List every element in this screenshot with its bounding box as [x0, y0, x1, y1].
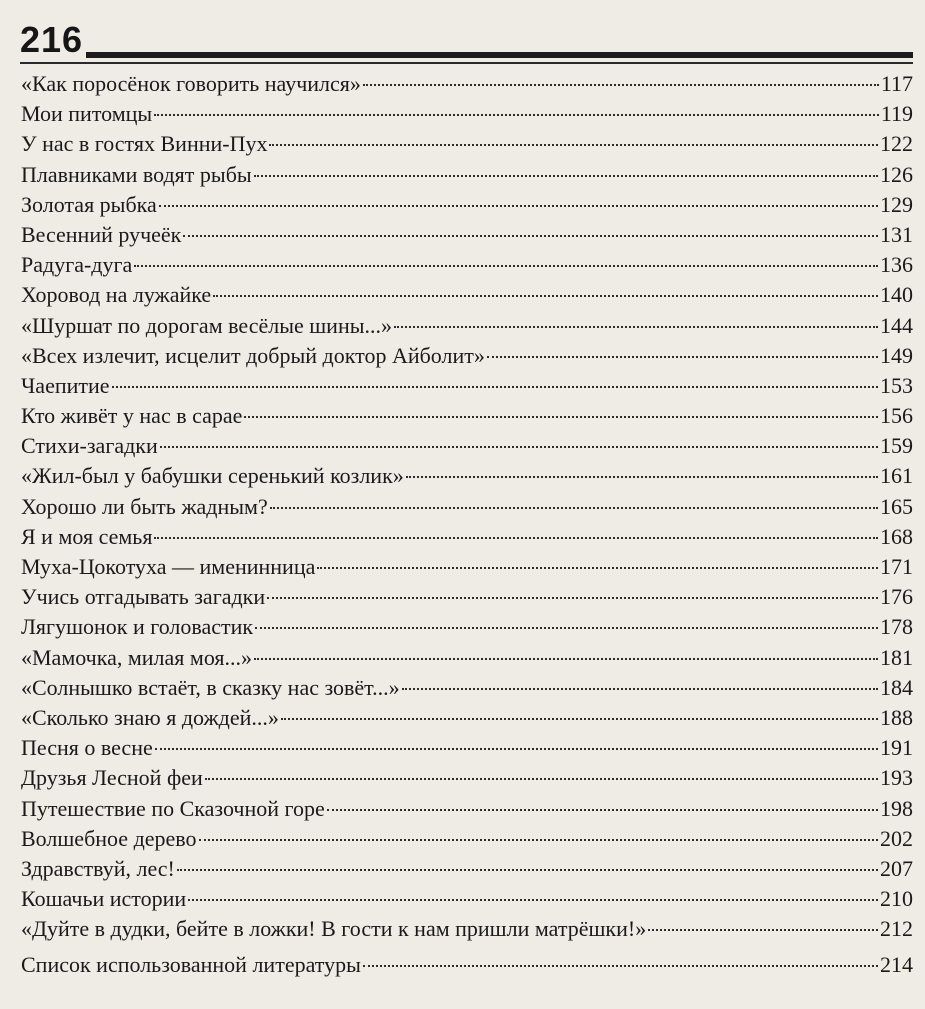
toc-entry-page: 176: [880, 584, 913, 610]
toc-entry-title: «Сколько знаю я дождей...»: [21, 704, 279, 730]
toc-entry-page: 171: [880, 554, 913, 579]
dot-leader: [363, 943, 878, 967]
dot-leader: [159, 183, 878, 207]
toc-entry-title: «Как поросёнок говорить научился»: [21, 71, 361, 96]
dot-leader: [281, 696, 878, 720]
toc-entry-title: «Шуршат по дорогам весёлые шины...»: [21, 312, 393, 338]
toc-entry-page: 191: [880, 735, 913, 761]
toc-entry-page: 153: [880, 372, 913, 398]
toc-entry-page: 212: [880, 916, 913, 942]
toc-entry-title: У нас в гостях Винни-Пух: [21, 131, 268, 157]
toc-entry-title: «Дуйте в дудки, бейте в ложки! В гости к нам пришли матрёшки!»: [21, 916, 647, 942]
toc-entry-page: 159: [880, 433, 913, 459]
toc-entry-page: 184: [880, 674, 913, 700]
toc-entry-page: 117: [880, 71, 913, 96]
toc-entry-title: Путешествие по Сказочной горе: [21, 795, 325, 821]
toc-entry-page: 207: [880, 855, 913, 881]
dot-leader: [213, 273, 878, 297]
toc-entry-title: Чаепитие: [21, 372, 110, 398]
dot-leader: [160, 424, 878, 448]
dot-leader: [205, 756, 878, 780]
toc-entry-page: 156: [880, 403, 913, 429]
dot-leader: [317, 545, 878, 569]
toc-entry-page: 165: [880, 493, 913, 519]
toc-entry-title: Лягушонок и головастик: [21, 614, 254, 640]
toc-entry-title: Здравствуй, лес!: [21, 855, 175, 881]
dot-leader: [244, 394, 878, 418]
toc-entry-page: 144: [880, 312, 913, 338]
toc-entry-title: Список использованной литературы: [21, 952, 361, 978]
toc-entry-title: Плавниками водят рыбы: [21, 161, 252, 187]
toc-entry-page: 202: [880, 825, 913, 851]
toc-entry-page: 188: [880, 704, 913, 730]
dot-leader: [254, 636, 878, 660]
dot-leader: [363, 62, 879, 86]
header-rule-thick: [86, 52, 913, 58]
page-number: 216: [20, 19, 84, 60]
toc-entry: [21, 912, 913, 942]
dot-leader: [394, 304, 878, 328]
dot-leader: [267, 575, 878, 599]
toc-entry-title: «Жил-был у бабушки серенький козлик»: [21, 463, 404, 489]
dot-leader: [269, 122, 878, 146]
toc-entry-page: 136: [880, 252, 913, 278]
toc-entry-page: 198: [880, 795, 913, 821]
toc-entry-page: 126: [880, 161, 913, 187]
dot-leader: [155, 726, 878, 750]
toc-entry-title: Мои питомцы: [21, 101, 153, 127]
dot-leader: [183, 213, 878, 237]
toc-entry-title: Муха-Цокотуха — именинница: [21, 554, 316, 579]
toc-entry-title: Кошачьи истории: [21, 886, 187, 912]
toc-entry-page: 210: [880, 886, 913, 912]
toc-entry-page: 193: [880, 765, 913, 791]
toc-entry-page: 129: [880, 191, 913, 217]
toc-entry-title: «Мамочка, милая моя...»: [21, 644, 253, 670]
toc-entry-page: 168: [880, 523, 913, 549]
toc-entry-page: 122: [880, 131, 913, 157]
toc-entry-page: 140: [880, 282, 913, 308]
toc-entry-title: Хоровод на лужайке: [21, 282, 212, 308]
toc-entry-title: «Всех излечит, исцелит добрый доктор Айболит»: [21, 342, 485, 368]
dot-leader: [199, 817, 878, 841]
toc-entry-title: Песня о весне: [21, 735, 153, 761]
toc-entry-title: Стихи-загадки: [21, 433, 158, 459]
toc-entry-title: Я и моя семья: [21, 523, 153, 549]
toc-entry-page: 178: [880, 614, 913, 640]
dot-leader: [648, 907, 878, 931]
toc-entry-page: 149: [880, 342, 913, 368]
toc-entry-title: Хорошо ли быть жадным?: [21, 493, 268, 519]
dot-leader: [406, 454, 878, 478]
dot-leader: [154, 515, 878, 539]
toc-entry-page: 214: [880, 952, 913, 978]
dot-leader: [487, 334, 878, 358]
toc-entry-title: «Солнышко встаёт, в сказку нас зовёт...»: [21, 674, 400, 700]
dot-leader: [177, 847, 878, 871]
dot-leader: [270, 485, 878, 509]
dot-leader: [112, 364, 878, 388]
toc-entry-page: 119: [880, 101, 913, 127]
toc-entry-page: 131: [880, 221, 913, 247]
dot-leader: [188, 877, 878, 901]
toc-entry: [21, 948, 913, 978]
dot-leader: [327, 787, 878, 811]
toc-entry-title: Весенний ручеёк: [21, 221, 182, 247]
toc-entry-title: Золотая рыбка: [21, 191, 157, 217]
table-of-contents: [21, 67, 913, 979]
toc-entry-title: Волшебное дерево: [21, 825, 197, 851]
dot-leader: [402, 666, 878, 690]
toc-entry-page: 181: [880, 644, 913, 670]
dot-leader: [154, 92, 879, 116]
toc-entry-title: Кто живёт у нас в сарае: [21, 403, 243, 429]
dot-leader: [134, 243, 878, 267]
dot-leader: [254, 153, 878, 177]
toc-entry-title: Учись отгадывать загадки: [21, 584, 266, 610]
dot-leader: [255, 605, 878, 629]
toc-entry-title: Друзья Лесной феи: [21, 765, 203, 791]
toc-entry-title: Радуга-дуга: [21, 252, 133, 278]
toc-entry-page: 161: [880, 463, 913, 489]
